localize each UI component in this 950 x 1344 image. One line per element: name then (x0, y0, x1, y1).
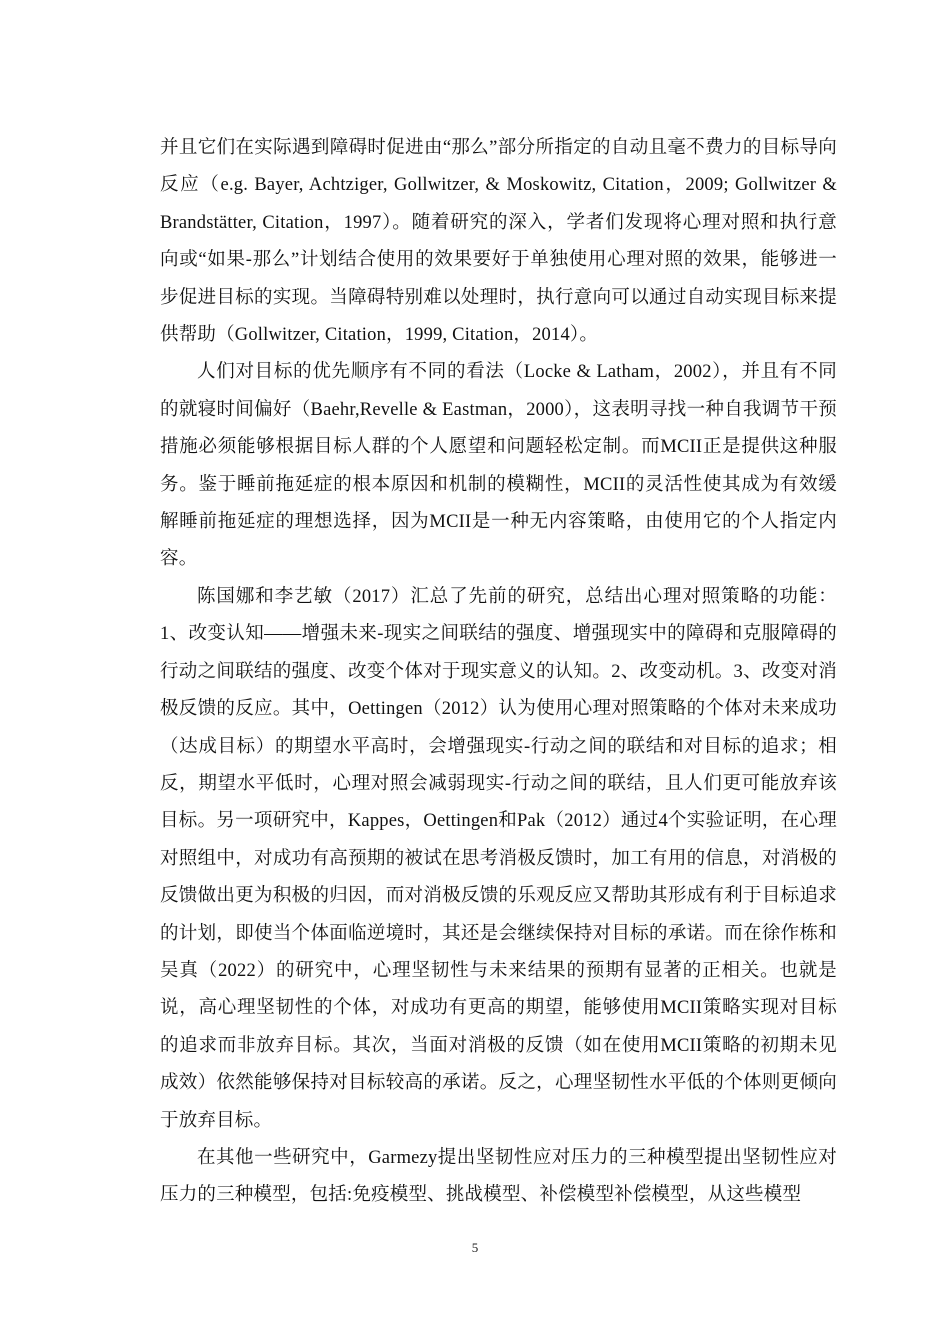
paragraph-2: 人们对目标的优先顺序有不同的看法（Locke & Latham，2002），并且有不同的就寝时间偏好（Baehr,Revelle & Eastman，2000），这表明寻找一种自我调节干预措施必须能够根据目标人群的个人愿望和问题轻松定制。而MCII正是提供这种服务。鉴于睡前拖延症的根本原因和机制的模糊性，MCII的灵活性使其成为有效缓解睡前拖延症的理想选择，因为MCII是一种无内容策略，由使用它的个人指定内容。 (160, 362, 837, 570)
paragraph-3: 陈国娜和李艺敏（2017）汇总了先前的研究，总结出心理对照策略的功能：1、改变认知——增强未来-现实之间联结的强度、增强现实中的障碍和克服障碍的行动之间联结的强度、改变个体对于现实意义的认知。2、改变动机。3、改变对消极反馈的反应。其中，Oettingen（2012）认为使用心理对照策略的个体对未来成功（达成目标）的期望水平高时，会增强现实-行动之间的联结和对目标的追求；相反，期望水平低时，心理对照会减弱现实-行动之间的联结，且人们更可能放弃该目标。另一项研究中，Kappes，Oettingen和Pak（2012）通过4个实验证明，在心理对照组中，对成功有高预期的被试在思考消极反馈时，加工有用的信息，对消极的反馈做出更为积极的归因，而对消极反馈的乐观反应又帮助其形成有利于目标追求的计划，即使当个体面临逆境时，其还是会继续保持对目标的承诺。而在徐作栋和吴真（2022）的研究中，心理坚韧性与未来结果的预期有显著的正相关。也就是说，高心理坚韧性的个体，对成功有更高的期望，能够使用MCII策略实现对目标的追求而非放弃目标。其次，当面对消极的反馈（如在使用MCII策略的初期未见成效）依然能够保持对目标较高的承诺。反之，心理坚韧性水平低的个体则更倾向于放弃目标。 (160, 586, 837, 1131)
paragraph-1: 并且它们在实际遇到障碍时促进由“那么”部分所指定的自动且毫不费力的目标导向反应（e.g. Bayer, Achtziger, Gollwitzer, & Moskowitz, Citation，2009; Gollwitzer & Brandstätter, Citation，1997）。随着研究的深入，学者们发现将心理对照和执行意向或“如果-那么”计划结合使用的效果要好于单独使用心理对照的效果，能够进一步促进目标的实现。当障碍特别难以处理时，执行意向可以通过自动实现目标来提供帮助（Gollwitzer, Citation，1999, Citation，2014）。 (160, 138, 837, 346)
page-number: 5 (471, 1240, 479, 1255)
paragraph-4: 在其他一些研究中，Garmezy提出坚韧性应对压力的三种模型提出坚韧性应对压力的三种模型，包括:免疫模型、挑战模型、补偿模型补偿模型，从这些模型 (160, 1147, 837, 1206)
page-body (160, 130, 837, 1215)
